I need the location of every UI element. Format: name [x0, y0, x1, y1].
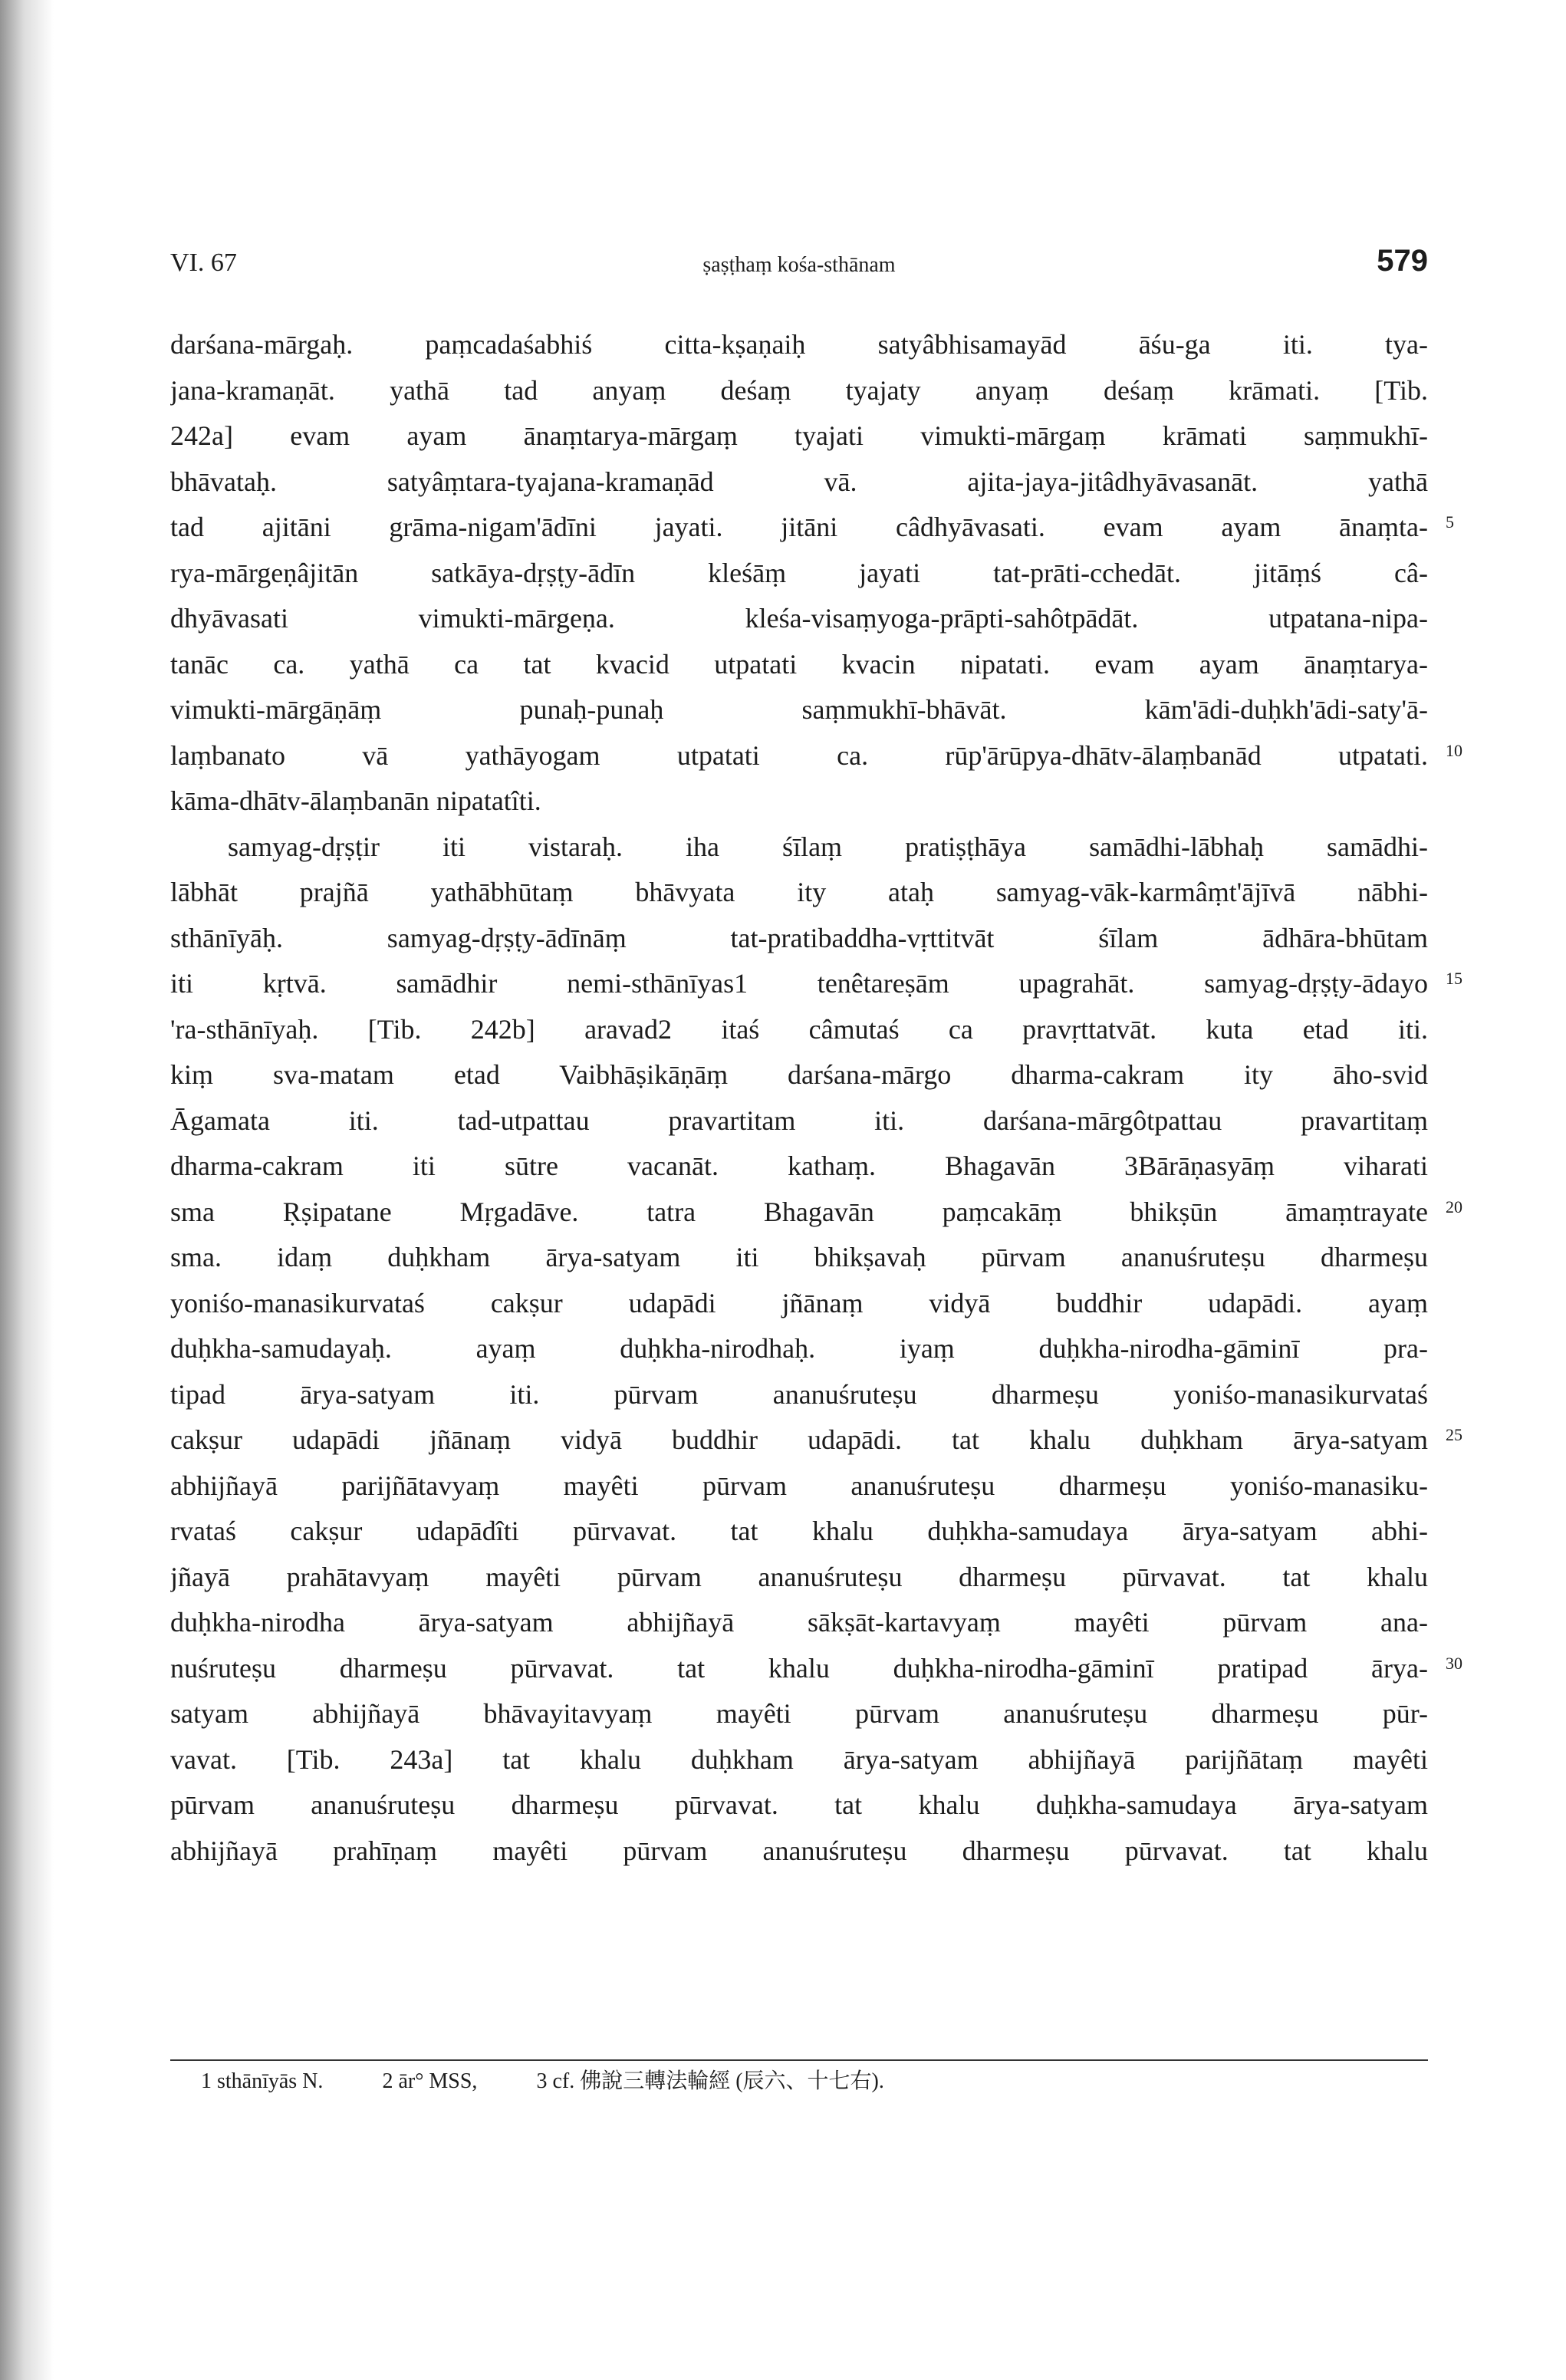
footnote: 1 sthānīyās N. [201, 2069, 324, 2093]
text-line: jñayā prahātavyaṃ mayêti pūrvam ananuśruteṣu dharmeṣu pūrvavat. tat khalu [170, 1561, 1428, 1592]
main-text [170, 322, 1428, 1920]
text-line: nuśruteṣu dharmeṣu pūrvavat. tat khalu duḥkha-nirodha-gāminī pratipad ārya- [170, 1652, 1428, 1684]
text-line: dharma-cakram iti sūtre vacanāt. kathaṃ. Bhagavān 3Bārāṇasyāṃ viharati [170, 1150, 1428, 1181]
text-line: rvataś cakṣur udapādîti pūrvavat. tat khalu duḥkha-samudaya ārya-satyam abhi- [170, 1516, 1428, 1546]
text-line: sma Ṛṣipatane Mṛgadāve. tatra Bhagavān paṃcakāṃ bhikṣūn āmaṃtrayate [170, 1196, 1428, 1227]
text-line: tipad ārya-satyam iti. pūrvam ananuśruteṣu dharmeṣu yoniśo-manasikurvataś [170, 1378, 1428, 1410]
text-line: kiṃ sva-matam etad Vaibhāṣikāṇāṃ darśana-mārgo dharma-cakram ity āho-svid [170, 1059, 1428, 1090]
line-number: 25 [1446, 1425, 1462, 1444]
text-line: tad ajitāni grāma-nigam'ādīni jayati. jitāni câdhyāvasati. evam ayam ānaṃta- [170, 512, 1428, 542]
text-line: lābhāt prajñā yathābhūtaṃ bhāvyata ity ataḥ samyag-vāk-karmâṃt'ājīvā nābhi- [170, 877, 1428, 907]
text-line: sthānīyāḥ. samyag-dṛṣṭy-ādīnāṃ tat-pratibaddha-vṛttitvāt śīlam ādhāra-bhūtam [170, 922, 1428, 953]
text-line: tanāc ca. yathā ca tat kvacid utpatati kvacin nipatati. evam ayam ānaṃtarya- [170, 648, 1428, 680]
text-line: abhijñayā parijñātavyaṃ mayêti pūrvam ananuśruteṣu dharmeṣu yoniśo-manasiku- [170, 1470, 1428, 1501]
line-number: 15 [1446, 969, 1462, 988]
text-line: laṃbanato vā yathāyogam utpatati ca. rūp'ārūpya-dhātv-ālaṃbanād utpatati. [170, 739, 1428, 771]
running-title: ṣaṣṭhaṃ kośa-sthānam [702, 253, 896, 277]
text-line: jana-kramaṇāt. yathā tad anyaṃ deśaṃ tyajaty anyaṃ deśaṃ krāmati. [Tib. [170, 374, 1428, 406]
line-number: 30 [1446, 1654, 1462, 1673]
text-line: cakṣur udapādi jñānaṃ vidyā buddhir udapādi. tat khalu duḥkham ārya-satyam [170, 1424, 1428, 1455]
text-line: vavat. [Tib. 243a] tat khalu duḥkham ārya-satyam abhijñayā parijñātaṃ mayêti [170, 1743, 1428, 1775]
text-line [170, 1874, 1428, 1920]
text-line: kāma-dhātv-ālaṃbanān nipatatîti. [170, 785, 541, 816]
footnote: 2 ār° MSS, [382, 2069, 478, 2093]
text-line: duḥkha-nirodha ārya-satyam abhijñayā sākṣāt-kartavyaṃ mayêti pūrvam ana- [170, 1607, 1428, 1638]
section-reference: VI. 67 [170, 249, 237, 277]
page-header [170, 244, 1428, 290]
footnotes [201, 2065, 1428, 2099]
line-number: 5 [1446, 512, 1454, 532]
text-line: darśana-mārgaḥ. paṃcadaśabhiś citta-kṣaṇaiḥ satyâbhisamayād āśu-ga iti. tya- [170, 329, 1428, 360]
page-number: 579 [1377, 244, 1428, 278]
text-line: yoniśo-manasikurvataś cakṣur udapādi jñānaṃ vidyā buddhir udapādi. ayaṃ [170, 1287, 1428, 1318]
text-line: Āgamata iti. tad-utpattau pravartitam iti. darśana-mārgôtpattau pravartitaṃ [170, 1104, 1428, 1136]
text-line: rya-mārgeṇâjitān satkāya-dṛṣṭy-ādīn kleśāṃ jayati tat-prāti-cchedāt. jitāṃś câ- [170, 557, 1428, 588]
text-line: iti kṛtvā. samādhir nemi-sthānīyas1 tenêtareṣām upagrahāt. samyag-dṛṣṭy-ādayo [170, 968, 1428, 999]
text-line: duḥkha-samudayaḥ. ayaṃ duḥkha-nirodhaḥ. iyaṃ duḥkha-nirodha-gāminī pra- [170, 1333, 1428, 1364]
text-line: 242a] evam ayam ānaṃtarya-mārgaṃ tyajati vimukti-mārgaṃ krāmati saṃmukhī- [170, 420, 1428, 451]
line-number: 20 [1446, 1197, 1462, 1216]
text-line: satyam abhijñayā bhāvayitavyaṃ mayêti pūrvam ananuśruteṣu dharmeṣu pūr- [170, 1698, 1428, 1729]
footnote-separator [170, 2059, 1428, 2061]
text-line: dhyāvasati vimukti-mārgeṇa. kleśa-visaṃyoga-prāpti-sahôtpādāt. utpatana-nipa- [170, 603, 1428, 634]
text-line: vimukti-mārgāṇāṃ punaḥ-punaḥ saṃmukhī-bhāvāt. kām'ādi-duḥkh'ādi-saty'ā- [170, 694, 1428, 725]
text-line: samyag-dṛṣṭir iti vistaraḥ. iha śīlaṃ pratiṣṭhāya samādhi-lābhaḥ samādhi- [228, 831, 1428, 862]
line-number: 10 [1446, 741, 1462, 760]
text-line: pūrvam ananuśruteṣu dharmeṣu pūrvavat. tat khalu duḥkha-samudaya ārya-satyam [170, 1789, 1428, 1820]
footnote: 3 cf. 佛說三轉法輪經 (辰六、十七右). [536, 2069, 884, 2093]
scan-shadow-edge [0, 0, 54, 2380]
text-line: sma. idaṃ duḥkham ārya-satyam iti bhikṣavaḥ pūrvam ananuśruteṣu dharmeṣu [170, 1242, 1428, 1272]
text-line: 'ra-sthānīyaḥ. [Tib. 242b] aravad2 itaś câmutaś ca pravṛttatvāt. kuta etad iti. [170, 1013, 1428, 1045]
text-line: abhijñayā prahīṇaṃ mayêti pūrvam ananuśruteṣu dharmeṣu pūrvavat. tat khalu [170, 1835, 1428, 1866]
text-line: bhāvataḥ. satyâṃtara-tyajana-kramaṇād vā. ajita-jaya-jitâdhyāvasanāt. yathā [170, 466, 1428, 497]
